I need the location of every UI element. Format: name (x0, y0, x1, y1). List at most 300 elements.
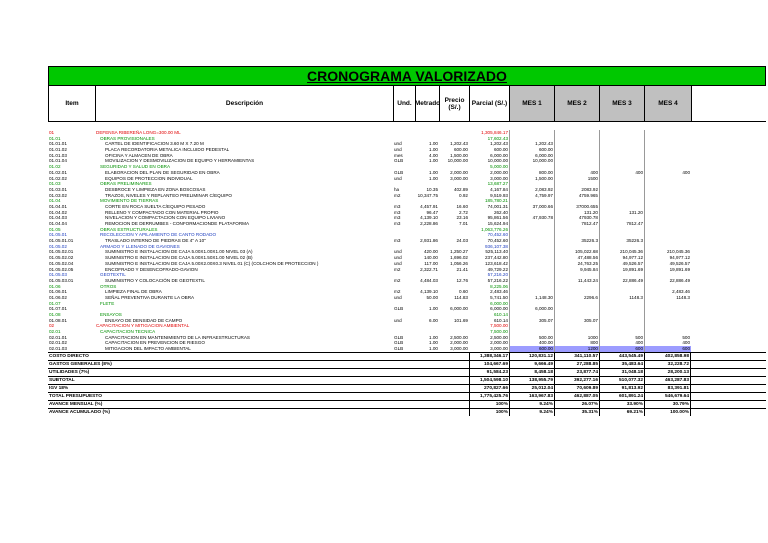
summary-month-2: 35.31% (554, 409, 599, 416)
month-4-cell: 1148.3 (644, 295, 691, 301)
month-1-cell: 4,759.97 (509, 193, 554, 199)
description-cell: ELABORACION DEL PLAN DE SEGURIDAD EN OBRA (105, 169, 220, 175)
partial-cell: 7,500.00 (490, 329, 508, 335)
summary-month-1: 163,967.83 (509, 393, 554, 400)
summary-month-3: 35,483.64 (599, 361, 644, 368)
item-cell: 02 (49, 323, 55, 329)
header-unit: Und. (394, 86, 416, 121)
summary-month-1: 9.24% (509, 409, 554, 416)
summary-month-3: 510,077.32 (599, 377, 644, 384)
item-cell: 01.05 (49, 226, 61, 232)
description-cell: RECOLECCION Y APILAMIENTO DE CANTO RODADO (100, 232, 217, 238)
unit-cell: GLB (394, 346, 404, 352)
month-4-cell: 500 (644, 335, 691, 341)
description-cell: OBRAS ESTRUCTURALES (100, 226, 158, 232)
partial-cell: 3,000.00 (490, 346, 508, 352)
item-cell: 01.01 (49, 135, 61, 141)
metrado-cell: 1.00 (429, 147, 438, 153)
month-3-cell: 500 (599, 335, 644, 341)
month-1-cell: 800.00 (509, 170, 554, 176)
description-cell: EQUIPOS DE PROTECCION INDIVIDUAL (105, 175, 193, 181)
description-cell: ARMADO Y LLENADO DE GAVIONES (100, 243, 180, 249)
month-1-cell: 1,148.30 (509, 295, 554, 301)
item-cell: 01.05.03 (49, 272, 67, 278)
metrado-cell: 1.00 (429, 334, 438, 340)
month-2-cell: 2296.6 (554, 295, 599, 301)
sheet-title: CRONOGRAMA VALORIZADO (48, 66, 766, 86)
partial-cell: 70,452.60 (487, 232, 508, 238)
summary-month-2: 27,288.85 (554, 361, 599, 368)
metrado-cell: 4,484.03 (420, 277, 438, 283)
summary-row (48, 368, 766, 376)
item-cell: 01.05.02.04 (49, 260, 74, 266)
month-3-cell: 210,045.36 (599, 249, 644, 255)
month-4-cell: 210,045.36 (644, 249, 691, 255)
summary-month-3: 69.21% (599, 409, 644, 416)
description-cell: SUMINISTRO Y COLOCACIÓN DE GEOTEXTIL (105, 277, 205, 283)
price-cell: 12.76 (456, 277, 468, 283)
partial-cell: 15,624.94 (487, 221, 508, 226)
month-2-cell: 47,488.56 (554, 255, 599, 261)
price-cell: 1,250.27 (450, 249, 468, 255)
summary-month-3: 31,048.18 (599, 369, 644, 376)
month-2-cell: 47930.78 (554, 215, 599, 221)
metrado-cell: 4,139.10 (420, 215, 438, 221)
summary-month-4: 28,200.13 (644, 369, 691, 376)
month-4-cell: 19,891.69 (644, 267, 691, 273)
summary-row (48, 400, 766, 408)
month-3-cell: 35226.3 (599, 238, 644, 244)
metrado-cell: 2,322.71 (420, 266, 438, 272)
description-cell: OBRAS PROVISIONALES (100, 135, 155, 141)
item-cell: 01.05.02.02 (49, 255, 74, 261)
price-cell: 600.00 (453, 147, 468, 153)
item-cell: 01.05.01 (49, 232, 67, 238)
metrado-cell: 1.00 (429, 306, 438, 312)
description-cell: LIMPIEZA FINAL DE OBRA (105, 289, 162, 295)
summary-row (48, 352, 766, 360)
unit-cell: GLB (394, 334, 404, 340)
price-cell: 402.89 (453, 186, 468, 192)
summary-row (48, 376, 766, 384)
price-cell: 16.60 (456, 203, 468, 209)
description-cell: OTROS (100, 283, 117, 289)
partial-cell: 610.14 (493, 317, 508, 323)
price-cell: 1,696.02 (450, 255, 468, 261)
unit-cell: m2 (394, 266, 401, 272)
unit-cell: m3 (394, 221, 401, 226)
summary-month-4: 32,228.72 (644, 361, 691, 368)
partial-cell: 185,780.21 (485, 198, 508, 204)
summary-month-2: 392,277.16 (554, 377, 599, 384)
description-cell: MOVILIZACION Y DESMOVILIZACION DE EQUIPO Y HERRAMIENTAS (105, 158, 255, 164)
header-partial: Parcial (S/.) (470, 86, 510, 121)
month-2-cell: 37000.655 (554, 204, 599, 210)
month-1-cell: 37,000.66 (509, 204, 554, 210)
description-cell: RELLENO Y COMPACTADO CON MATERIAL PROPIO (105, 209, 219, 215)
unit-cell: GLB (394, 158, 404, 164)
description-cell: OBRAS PRELIMINARES (100, 181, 152, 187)
month-1-cell: 6,000.00 (509, 306, 554, 312)
month-1-cell: 47,930.78 (509, 215, 554, 221)
month-2-cell: 11,443.24 (554, 278, 599, 284)
month-3-cell: 400 (599, 340, 644, 346)
month-3-cell: 19,891.69 (599, 267, 644, 273)
summary-month-2: 26.07% (554, 401, 599, 408)
spreadsheet (48, 66, 766, 416)
partial-cell: 123,618.42 (485, 260, 508, 266)
unit-cell: und (394, 147, 402, 153)
partial-cell: 1,063,776.26 (481, 226, 508, 232)
metrado-cell: 96.47 (426, 209, 438, 215)
partial-cell: 4,167.84 (490, 186, 508, 192)
item-cell: 01.07.01 (49, 306, 67, 312)
description-cell: CORTE EN ROCA SUELTA C/EQUIPO PESADO (105, 203, 206, 209)
summary-partial: 100% (469, 409, 509, 416)
metrado-cell: 117.00 (424, 260, 438, 266)
month-1-cell: 2,083.92 (509, 187, 554, 193)
item-cell: 01.06.01 (49, 289, 67, 295)
month-1-cell: 600.00 (509, 346, 554, 352)
item-cell: 01.06.02 (49, 294, 67, 300)
unit-cell: und (394, 260, 402, 266)
header-item: Item (49, 86, 96, 121)
month-3-cell: 22,886.49 (599, 278, 644, 284)
unit-cell: mes (394, 152, 403, 158)
partial-cell: 8,225.06 (490, 283, 508, 289)
summary-month-4: 463,287.83 (644, 377, 691, 384)
item-cell: 02.01.01 (49, 334, 67, 340)
summary-label: COSTO DIRECTO (49, 353, 89, 359)
item-cell: 01.04 (49, 198, 61, 204)
partial-cell: 74,001.31 (487, 203, 508, 209)
month-1-cell: 1,202.43 (509, 141, 554, 147)
price-cell: 101.69 (453, 317, 468, 323)
summary-partial: 104,667.69 (469, 361, 509, 368)
description-cell: SUMINISTRO E INSTALACION DE CAJA 5.00X1.50X1.00 NIVEL 02 (B) (105, 255, 253, 261)
partial-cell: 2,483.46 (490, 289, 508, 295)
header-metrado: Metrado (416, 86, 440, 121)
metrado-cell: 4.00 (429, 152, 438, 158)
partial-cell: 95,861.56 (487, 215, 508, 221)
item-rows (48, 130, 766, 352)
description-cell: MOVIMIENTO DE TIERRAS (100, 198, 159, 204)
metrado-cell: 2,228.86 (420, 221, 438, 226)
summary-label: AVANCE ACUMULADO (%) (49, 409, 110, 415)
month-3-cell: 131.20 (599, 210, 644, 216)
item-cell: 01.01.04 (49, 158, 67, 164)
description-cell: TRASLADO INTERNO DE PIEDRAS DE 4" A 10" (105, 238, 206, 244)
summary-month-4: 83,391.81 (644, 385, 691, 392)
description-cell: CAPACITACION EN MANTENIMIENTO DE LA INFRAESTRUCTURAS (105, 334, 250, 340)
month-4-cell: 49,526.57 (644, 261, 691, 267)
partial-cell: 3,000.00 (490, 175, 508, 181)
month-1-cell: 10,000.00 (509, 158, 554, 164)
unit-cell: und (394, 255, 402, 261)
unit-cell: ha (394, 186, 400, 192)
unit-cell: und (394, 294, 402, 300)
metrado-cell: 1.00 (429, 169, 438, 175)
price-cell: 7.01 (459, 221, 468, 226)
item-cell: 01.05.02 (49, 243, 67, 249)
summary-label: GASTOS GENERALES (8%) (49, 361, 112, 367)
price-cell: 3,000.00 (450, 346, 468, 352)
price-cell: 2.72 (459, 209, 468, 215)
item-cell: 01.01.03 (49, 152, 67, 158)
unit-cell: GLB (394, 340, 404, 346)
partial-cell: 610.14 (493, 312, 508, 317)
table-row (48, 346, 766, 352)
partial-cell: 2,500.00 (490, 334, 508, 340)
summary-label: AVANCE MENSUAL (%) (49, 401, 103, 407)
summary-partial: 270,827.66 (469, 385, 509, 392)
month-2-cell: 1500 (554, 176, 599, 182)
partial-cell: 17,602.43 (487, 135, 508, 141)
partial-cell: 1,202.43 (490, 141, 508, 147)
item-cell: 01.03.02 (49, 192, 67, 198)
partial-cell: 6,000.00 (490, 152, 508, 158)
summary-month-2: 70,609.89 (554, 385, 599, 392)
month-2-cell: 9,945.84 (554, 267, 599, 273)
month-2-cell: 35226.3 (554, 238, 599, 244)
metrado-cell: 2,931.86 (420, 238, 438, 244)
unit-cell: m3 (394, 215, 401, 221)
item-cell: 01 (49, 130, 55, 135)
unit-cell: und (394, 175, 402, 181)
item-cell: 01.04.02 (49, 209, 67, 215)
price-cell: 0.92 (459, 192, 468, 198)
description-cell: CAPACITACION TECNICA (100, 329, 156, 335)
partial-cell: 9,519.93 (490, 192, 508, 198)
summary-row (48, 384, 766, 392)
header-row (48, 86, 766, 122)
description-cell: NIVELACION Y COMPACTACION CON EQUIPO LIVIANO (105, 215, 226, 221)
summary-label: IGV 18% (49, 385, 69, 391)
month-3-cell: 600 (599, 346, 644, 352)
summary-month-1: 138,955.79 (509, 377, 554, 384)
item-cell: 02.01.02 (49, 340, 67, 346)
price-cell: 0.60 (459, 289, 468, 295)
unit-cell: m2 (394, 192, 401, 198)
summary-partial: 1,775,425.76 (469, 393, 509, 400)
price-cell: 21.41 (456, 266, 468, 272)
partial-cell: 525,113.40 (485, 249, 508, 255)
month-4-cell: 600 (644, 346, 691, 352)
item-cell: 01.05.01.01 (49, 238, 74, 244)
description-cell: CAPACITACION EN PREVENCION DE RIESGO (105, 340, 205, 346)
summary-month-3: 33.90% (599, 401, 644, 408)
description-cell: REMOCION DE DERRUMBES - CONFORMACIONDE PLATAFORMA (105, 221, 250, 226)
price-cell: 24.03 (456, 238, 468, 244)
description-cell: ENSAYOS (100, 312, 122, 317)
price-cell: 1,056.26 (450, 260, 468, 266)
price-cell: 23.16 (456, 215, 468, 221)
unit-cell: und (394, 317, 402, 323)
summary-label: SUBTOTAL (49, 377, 75, 383)
summary-month-3: 601,891.24 (599, 393, 644, 400)
metrado-cell: 140.00 (423, 255, 438, 261)
metrado-cell: 10.35 (426, 186, 438, 192)
partial-cell: 6,000.00 (490, 300, 508, 306)
item-cell: 01.01.02 (49, 147, 67, 153)
description-cell: GEOTEXTIL (100, 272, 126, 278)
header-month-2: MES 2 (555, 86, 600, 121)
partial-cell: 5,000.00 (490, 164, 508, 170)
month-4-cell: 22,886.49 (644, 278, 691, 284)
partial-cell: 1,305,846.17 (481, 130, 508, 135)
item-cell: 01.04.04 (49, 221, 67, 226)
header-month-4: MES 4 (645, 86, 692, 121)
summary-month-4: 402,858.98 (644, 353, 691, 360)
item-cell: 01.08 (49, 312, 61, 317)
month-2-cell: 800 (554, 340, 599, 346)
item-cell: 02.01 (49, 329, 61, 335)
summary-label: TOTAL PRESUPUESTO (49, 393, 102, 399)
price-cell: 1,202.43 (450, 141, 468, 147)
description-cell: CAPACITACION Y MITIGACION AMBIENTAL (96, 323, 190, 329)
partial-cell: 5,741.50 (490, 294, 508, 300)
month-1-cell: 600.00 (509, 147, 554, 153)
month-4-cell: 400 (644, 170, 691, 176)
item-cell: 01.02 (49, 164, 61, 170)
item-cell: 01.02.02 (49, 175, 67, 181)
month-3-cell: 49,526.57 (599, 261, 644, 267)
description-cell: ENSAYO DE DENSIDAD DE CAMPO (105, 317, 183, 323)
month-1-cell: 1,500.00 (509, 176, 554, 182)
partial-cell: 600.00 (493, 147, 508, 153)
summary-month-2: 462,887.05 (554, 393, 599, 400)
description-cell: SEGURIDAD Y SALUD EN OBRA (100, 164, 171, 170)
description-cell: SUMINISTRO E INSTALACION DE CAJA 5.00X2.00X0.3 NIVEL 01 (C) (COLCHON DE PROTECCION ) (105, 260, 319, 266)
item-cell: 01.03.01 (49, 186, 67, 192)
summary-partial: 1,388,346.17 (469, 353, 509, 360)
month-1-cell: 6,000.00 (509, 153, 554, 159)
partial-cell: 57,216.22 (487, 277, 508, 283)
partial-cell: 262.40 (493, 209, 508, 215)
price-cell: 6,000.00 (450, 306, 468, 312)
metrado-cell: 10,347.75 (417, 192, 438, 198)
metrado-cell: 1.00 (429, 346, 438, 352)
summary-partial: 91,584.23 (469, 369, 509, 376)
partial-cell: 10,000.00 (487, 158, 508, 164)
partial-cell: 70,452.60 (487, 238, 508, 244)
month-3-cell: 7812.47 (599, 221, 644, 227)
unit-cell: und (394, 141, 402, 147)
metrado-cell: 1.00 (429, 158, 438, 164)
summary-month-1: 9,666.49 (509, 361, 554, 368)
month-2-cell: 305.07 (554, 318, 599, 324)
partial-cell: 7,500.00 (490, 323, 508, 329)
month-1-cell: 305.07 (509, 318, 554, 324)
description-cell: PLACA RECORDATORIA METALICA INCLUIDO PEDESTAL (105, 147, 230, 153)
metrado-cell: 6.00 (429, 317, 438, 323)
summary-partial: 100% (469, 401, 509, 408)
month-2-cell: 105,022.68 (554, 249, 599, 255)
item-cell: 01.01.01 (49, 141, 67, 147)
header-price: Precio (S/.) (440, 86, 470, 121)
month-1-cell: 500.00 (509, 335, 554, 341)
summary-month-4: 30.79% (644, 401, 691, 408)
summary-month-3: 91,813.92 (599, 385, 644, 392)
partial-cell: 57,216.20 (487, 272, 508, 278)
unit-cell: m3 (394, 238, 401, 244)
month-1-cell: 400.00 (509, 340, 554, 346)
price-cell: 10,000.00 (447, 158, 468, 164)
metrado-cell: 1.00 (429, 141, 438, 147)
unit-cell: m2 (394, 289, 401, 295)
description-cell: DEFENSA RIBEREÑA LONG=300.00 ML (96, 130, 181, 135)
metrado-cell: 50.00 (426, 294, 438, 300)
summary-rows (48, 352, 766, 416)
description-cell: ENCOFRADO Y DESENCOFRADO-GAVION (105, 266, 198, 272)
month-3-cell: 1148.3 (599, 295, 644, 301)
item-cell: 01.04.01 (49, 203, 67, 209)
month-4-cell: 400 (644, 340, 691, 346)
item-cell: 01.07 (49, 300, 61, 306)
item-cell: 01.05.02.05 (49, 266, 74, 272)
summary-month-1: 25,012.04 (509, 385, 554, 392)
month-2-cell: 400 (554, 170, 599, 176)
metrado-cell: 4,457.91 (420, 203, 438, 209)
description-cell: SUMINISTRO E INSTALACION DE CAJA 5.00X1.00X1.00 NIVEL 03 (A) (105, 249, 253, 255)
summary-month-1: 9.24% (509, 401, 554, 408)
month-2-cell: 1200 (554, 346, 599, 352)
price-cell: 1,500.00 (450, 152, 468, 158)
partial-cell: 237,442.80 (485, 255, 508, 261)
month-2-cell: 2083.92 (554, 187, 599, 193)
header-month-3: MES 3 (600, 86, 645, 121)
price-cell: 114.83 (454, 294, 468, 300)
item-cell: 01.02.01 (49, 169, 67, 175)
month-3-cell: 400 (599, 170, 644, 176)
summary-row (48, 408, 766, 416)
item-cell: 01.05.02.01 (49, 249, 74, 255)
unit-cell: GLB (394, 169, 404, 175)
partial-cell: 6,000.00 (490, 306, 508, 312)
summary-label: UTILIDADES (7%) (49, 369, 90, 375)
price-cell: 2,500.00 (450, 334, 468, 340)
item-cell: 01.08.01 (49, 317, 67, 323)
month-4-cell: 94,977.12 (644, 255, 691, 261)
partial-cell: 2,000.00 (490, 169, 508, 175)
item-cell: 01.03 (49, 181, 61, 187)
price-cell: 2,000.00 (450, 340, 468, 346)
month-2-cell: 24,763.25 (554, 261, 599, 267)
description-cell: TRAZOS, NIVELES Y REPLANTEO PRELIMINAR C/EQUIPO (105, 192, 232, 198)
unit-cell: m3 (394, 209, 401, 215)
price-cell: 3,000.00 (450, 175, 468, 181)
summary-month-2: 341,110.57 (554, 353, 599, 360)
summary-month-3: 443,545.49 (599, 353, 644, 360)
description-cell: FLETE (100, 300, 115, 306)
header-month-1: MES 1 (510, 86, 555, 121)
item-cell: 01.05.03.01 (49, 277, 74, 283)
unit-cell: m2 (394, 277, 401, 283)
description-cell: CARTEL DE IDENTIFICACION 3.60 M X 7.20 M (105, 141, 204, 147)
summary-row (48, 392, 766, 400)
description-cell: MITIGACION DEL IMPACTO AMBIENTAL (105, 346, 191, 352)
summary-month-1: 8,458.18 (509, 369, 554, 376)
month-2-cell: 131.20 (554, 210, 599, 216)
price-cell: 2,000.00 (450, 169, 468, 175)
metrado-cell: 1.00 (429, 175, 438, 181)
item-cell: 02.01.03 (49, 346, 67, 352)
month-2-cell: 4759.965 (554, 193, 599, 199)
summary-month-4: 546,679.64 (644, 393, 691, 400)
summary-row (48, 360, 766, 368)
summary-month-2: 23,877.74 (554, 369, 599, 376)
month-4-cell: 2,483.46 (644, 289, 691, 295)
